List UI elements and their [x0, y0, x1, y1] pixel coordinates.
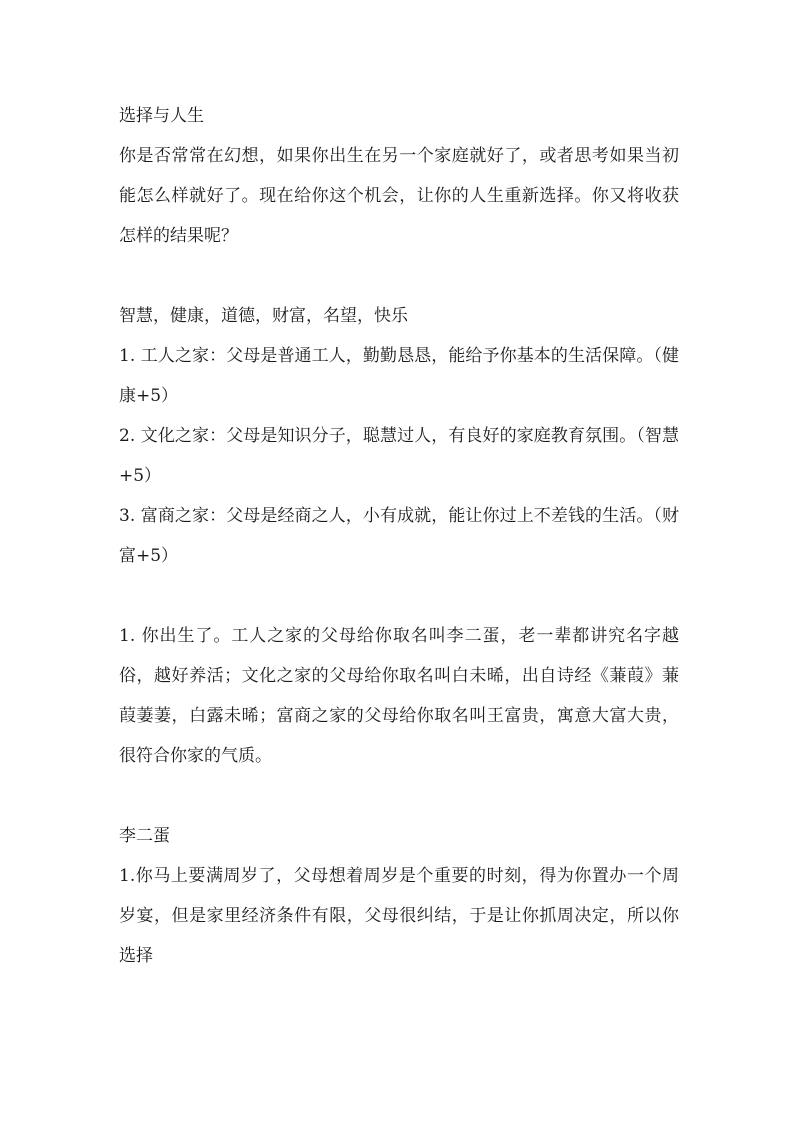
document-title: 选择与人生 [119, 106, 204, 126]
character-name-heading: 李二蛋 [119, 826, 170, 846]
attributes-list: 智慧，健康，道德，财富，名望，快乐 [119, 306, 408, 326]
intro-paragraph: 你是否常常在幻想，如果你出生在另一个家庭就好了，或者思考如果当初能怎么样就好了。现在给你这个机会，让你的人生重新选择。你又将收获怎样的结果呢？ [119, 146, 679, 246]
option-text: 富商之家：父母是经商之人，小有成就，能让你过上不差钱的生活。（财富+5） [119, 506, 680, 566]
blank-line [119, 256, 679, 296]
paragraph-text: 你出生了。工人之家的父母给你取名叫李二蛋，老一辈都讲究名字越俗，越好养活；文化之家的父母给你取名叫白未晞，出自诗经《蒹葭》蒹葭萋萋，白露未晞；富商之家的父母给你取名叫王富贵，寓意大富大贵，很符合你家的气质。 [119, 626, 680, 766]
family-option-1 [119, 336, 679, 416]
paragraph-number: 1. [119, 866, 136, 886]
family-option-3 [119, 496, 679, 576]
blank-line [119, 776, 679, 816]
option-text: 工人之家：父母是普通工人，勤勤恳恳，能给予你基本的生活保障。（健康+5） [119, 346, 680, 406]
option-number: 3. [119, 506, 136, 526]
birth-paragraph [119, 616, 679, 776]
option-text: 文化之家：父母是知识分子，聪慧过人，有良好的家庭教育氛围。（智慧+5） [119, 426, 680, 486]
paragraph-number: 1. [119, 626, 136, 646]
document-body [119, 96, 679, 976]
family-option-2 [119, 416, 679, 496]
event-paragraph [119, 856, 679, 976]
blank-line [119, 576, 679, 616]
option-number: 2. [119, 426, 136, 446]
paragraph-text: 你马上要满周岁了，父母想着周岁是个重要的时刻，得为你置办一个周岁宴，但是家里经济条件有限，父母很纠结，于是让你抓周决定，所以你选择 [119, 866, 679, 966]
option-number: 1. [119, 346, 136, 366]
